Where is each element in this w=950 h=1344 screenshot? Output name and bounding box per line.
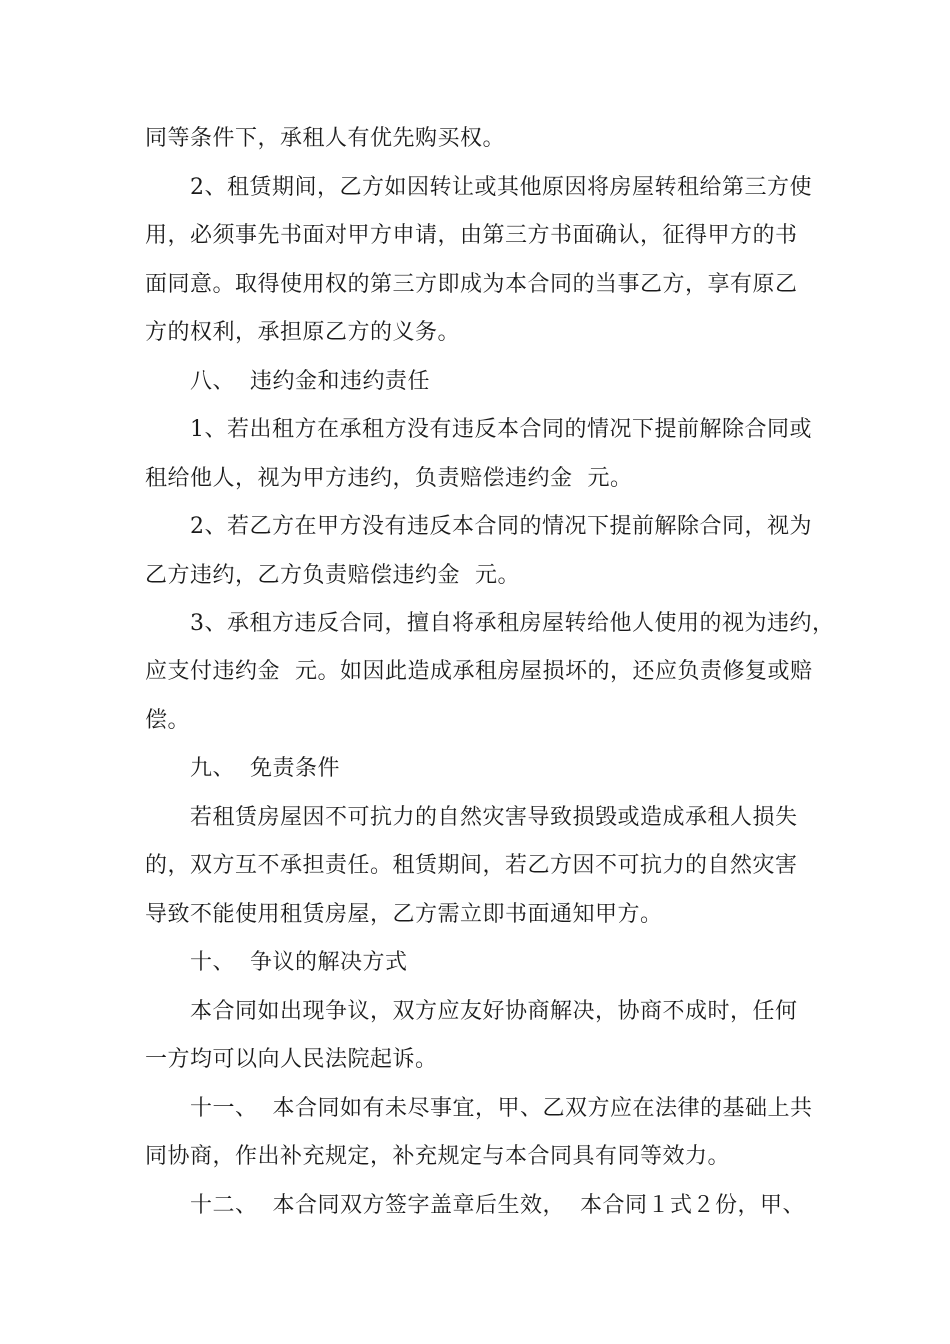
paragraph-line: 一方均可以向人民法院起诉。 <box>145 1047 438 1072</box>
paragraph-line: 若租赁房屋因不可抗力的自然灾害导致损毁或造成承租人损失 <box>190 805 798 830</box>
paragraph-line: 2、若乙方在甲方没有违反本合同的情况下提前解除合同，视为 <box>190 514 812 539</box>
paragraph-line: 乙方违约，乙方负责赔偿违约金 元。 <box>145 563 520 588</box>
section-heading: 八、 违约金和违约责任 <box>190 369 430 394</box>
paragraph-line: 导致不能使用租赁房屋，乙方需立即书面通知甲方。 <box>145 902 663 927</box>
paragraph-line: 1、若出租方在承租方没有违反本合同的情况下提前解除合同或 <box>190 417 812 442</box>
section-heading: 九、 免责条件 <box>190 756 340 781</box>
paragraph-line: 十二、 本合同双方签字盖章后生效， 本合同１式２份，甲、 <box>190 1193 805 1218</box>
paragraph-line: 应支付违约金 元。如因此造成承租房屋损坏的，还应负责修复或赔 <box>145 659 813 684</box>
paragraph-line: 同协商，作出补充规定，补充规定与本合同具有同等效力。 <box>145 1144 731 1169</box>
paragraph-line: 同等条件下，承租人有优先购买权。 <box>145 126 506 151</box>
paragraph-line: 用，必须事先书面对甲方申请，由第三方书面确认，征得甲方的书 <box>145 223 798 248</box>
section-heading: 十、 争议的解决方式 <box>190 950 408 975</box>
paragraph-line: 十一、 本合同如有未尽事宜，甲、乙双方应在法律的基础上共 <box>190 1096 813 1121</box>
paragraph-line: 方的权利，承担原乙方的义务。 <box>145 320 461 345</box>
paragraph-line: 3、承租方违反合同，擅自将承租房屋转给他人使用的视为违约， <box>190 611 835 636</box>
paragraph-line: 租给他人，视为甲方违约，负责赔偿违约金 元。 <box>145 466 633 491</box>
paragraph-line: 面同意。取得使用权的第三方即成为本合同的当事乙方，享有原乙 <box>145 272 798 297</box>
paragraph-line: 本合同如出现争议，双方应友好协商解决，协商不成时，任何 <box>190 999 798 1024</box>
paragraph-line: 2、租赁期间，乙方如因转让或其他原因将房屋转租给第三方使 <box>190 175 812 200</box>
paragraph-line: 偿。 <box>145 708 191 733</box>
paragraph-line: 的，双方互不承担责任。租赁期间，若乙方因不可抗力的自然灾害 <box>145 853 798 878</box>
